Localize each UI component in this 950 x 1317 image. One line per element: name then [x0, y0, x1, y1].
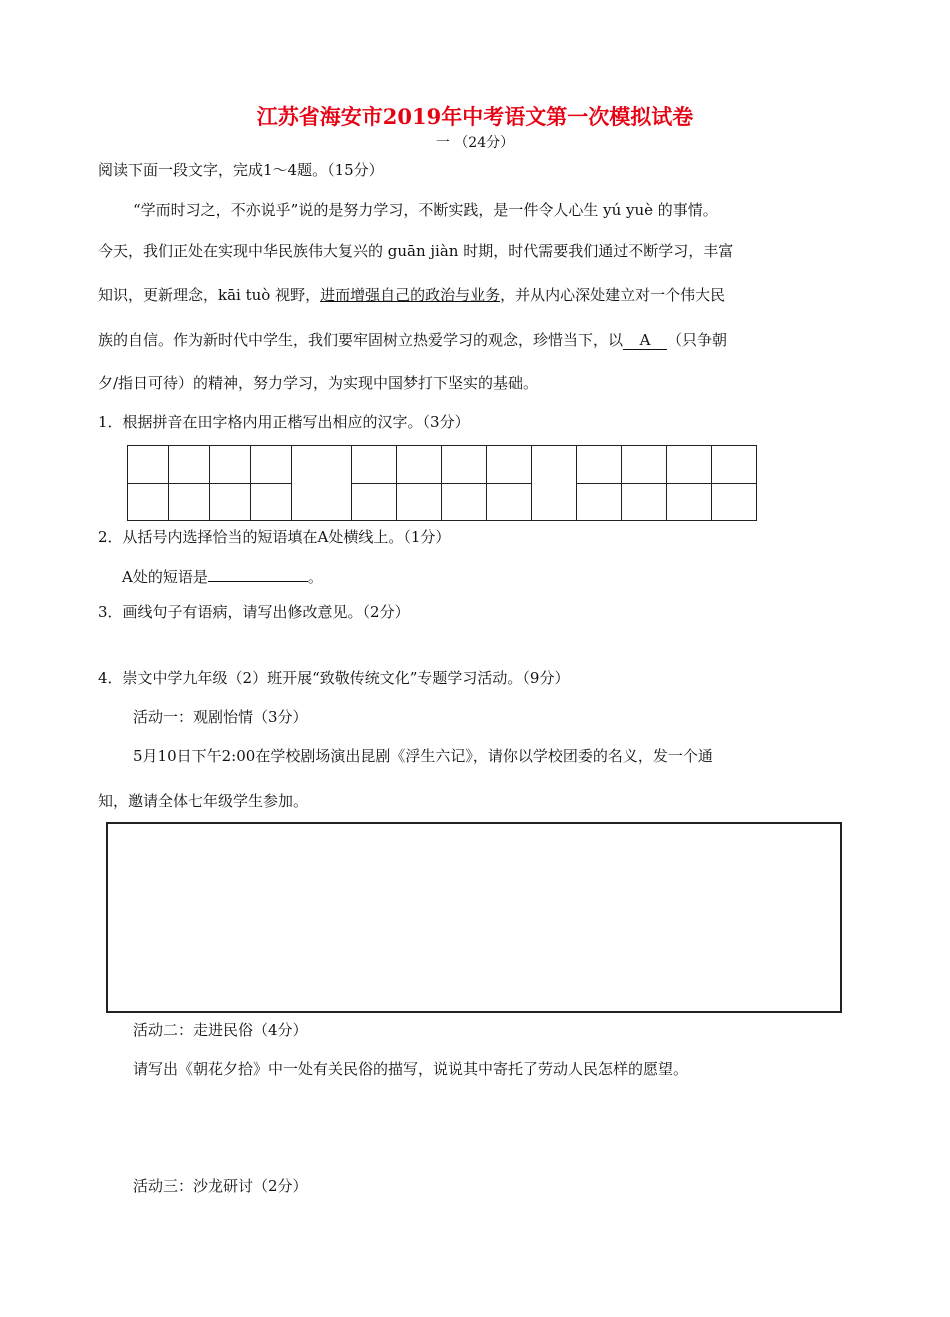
- passage-line-2: 今天，我们正处在实现中华民族伟大复兴的 guān jiàn 时期，时代需要我们通过不断学习，丰富: [98, 242, 734, 260]
- grid-cell[interactable]: [711, 445, 757, 484]
- activity-1-line-2: 知，邀请全体七年级学生参加。: [98, 792, 309, 810]
- passage-line-3: [98, 284, 725, 305]
- passage-line-4: [98, 329, 727, 350]
- grid-cell[interactable]: [209, 483, 251, 521]
- passage-line-3-pre: 知识，更新理念，kāi tuò 视野，: [98, 286, 321, 304]
- grid-cell[interactable]: [576, 483, 622, 521]
- question-2: 2．从括号内选择恰当的短语填在A处横线上。（1分）: [98, 528, 451, 546]
- grid-cell[interactable]: [168, 445, 210, 484]
- question-2-answer-line: [122, 566, 323, 587]
- activity-3-title: 活动三：沙龙研讨（2分）: [133, 1177, 308, 1195]
- passage-line-4-post: （只争朝: [667, 331, 728, 349]
- answer-label: A处的短语是: [122, 568, 208, 586]
- grid-cell[interactable]: [209, 445, 251, 484]
- grid-cell[interactable]: [441, 445, 487, 484]
- grid-cell[interactable]: [621, 445, 667, 484]
- answer-blank[interactable]: [208, 567, 308, 582]
- passage-line-3-post: ，并从内心深处建立对一个伟大民: [500, 286, 726, 304]
- passage-line-5: 夕/指日可待）的精神，努力学习，为实现中国梦打下坚实的基础。: [98, 374, 539, 392]
- intro-instruction: 阅读下面一段文字，完成1～4题。（15分）: [98, 161, 384, 179]
- activity-2-text: 请写出《朝花夕拾》中一处有关民俗的描写，说说其中寄托了劳动人民怎样的愿望。: [133, 1060, 689, 1078]
- activity-1-line-1: 5月10日下午2:00在学校剧场演出昆剧《浮生六记》，请你以学校团委的名义，发一个通: [133, 747, 713, 765]
- grid-cell[interactable]: [168, 483, 210, 521]
- grid-cell[interactable]: [666, 445, 712, 484]
- grid-cell[interactable]: [441, 483, 487, 521]
- grid-cell[interactable]: [711, 483, 757, 521]
- notice-answer-box[interactable]: [106, 822, 842, 1013]
- question-3: 3．画线句子有语病，请写出修改意见。（2分）: [98, 603, 410, 621]
- underlined-sentence: 进而增强自己的政治与业务: [320, 286, 501, 304]
- grid-cell[interactable]: [396, 445, 442, 484]
- activity-2-title: 活动二：走进民俗（4分）: [133, 1021, 308, 1039]
- grid-separator: [531, 445, 577, 521]
- grid-cell[interactable]: [250, 483, 292, 521]
- grid-cell[interactable]: [666, 483, 712, 521]
- grid-cell[interactable]: [486, 483, 532, 521]
- section-heading: 一 （24分）: [435, 135, 515, 151]
- question-1: 1．根据拼音在田字格内用正楷写出相应的汉字。（3分）: [98, 413, 470, 431]
- blank-a: A: [623, 331, 667, 350]
- grid-cell[interactable]: [576, 445, 622, 484]
- document-title: 江苏省海安市2019年中考语文第一次模拟试卷: [256, 104, 694, 129]
- grid-cell[interactable]: [396, 483, 442, 521]
- answer-end: 。: [307, 568, 323, 586]
- grid-cell[interactable]: [486, 445, 532, 484]
- grid-separator: [291, 445, 352, 521]
- grid-cell[interactable]: [351, 483, 397, 521]
- activity-1-title: 活动一：观剧怡情（3分）: [133, 708, 308, 726]
- grid-cell[interactable]: [127, 483, 169, 521]
- passage-line-1: “学而时习之，不亦说乎”说的是努力学习，不断实践，是一件令人心生 yú yuè 的事情。: [133, 201, 718, 219]
- grid-cell[interactable]: [351, 445, 397, 484]
- passage-line-4-pre: 族的自信。作为新时代中学生，我们要牢固树立热爱学习的观念，珍惜当下，以: [98, 331, 624, 349]
- grid-cell[interactable]: [127, 445, 169, 484]
- grid-cell[interactable]: [250, 445, 292, 484]
- grid-cell[interactable]: [621, 483, 667, 521]
- question-4: 4．崇文中学九年级（2）班开展“致敬传统文化”专题学习活动。（9分）: [98, 669, 570, 687]
